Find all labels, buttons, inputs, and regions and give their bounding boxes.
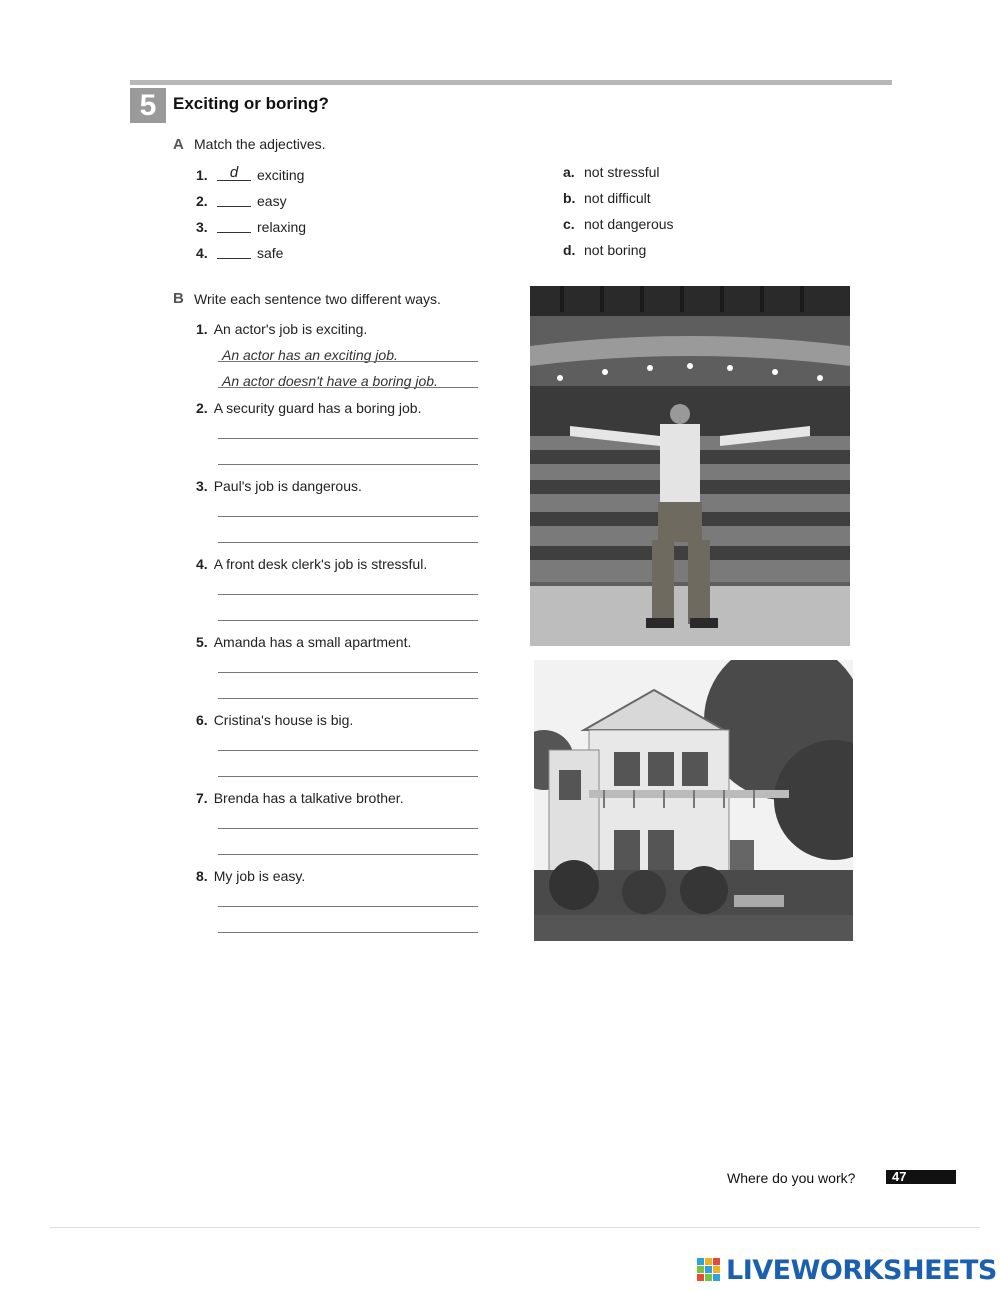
question-1: 1. An actor's job is exciting. [196,321,368,337]
match-number: 1. [196,167,208,183]
question-3: 3. Paul's job is dangerous. [196,478,362,494]
match-word: exciting [257,167,305,183]
option-letter: d. [563,242,576,258]
answer-line[interactable] [218,361,478,362]
answer-line[interactable] [218,828,478,829]
option-text: not difficult [584,190,651,206]
part-b-letter: B [173,290,184,307]
answer-line[interactable] [218,464,478,465]
option-letter: b. [563,190,576,206]
option-letter: c. [563,216,575,232]
answer-line[interactable] [218,438,478,439]
question-5: 5. Amanda has a small apartment. [196,634,412,650]
match-answer-field[interactable] [217,244,251,259]
question-6: 6. Cristina's house is big. [196,712,354,728]
answer-line[interactable] [218,698,478,699]
answer-line[interactable] [218,932,478,933]
liveworksheets-logo-icon [697,1258,721,1282]
match-answer-field[interactable] [217,218,251,233]
answer-line[interactable] [218,906,478,907]
page-number: 47 [886,1170,956,1184]
answer-line[interactable] [218,854,478,855]
answer-line[interactable] [218,542,478,543]
match-answer-field[interactable] [217,192,251,207]
option-text: not dangerous [584,216,674,232]
answer-text[interactable]: An actor has an exciting job. [222,347,398,363]
match-number: 2. [196,193,208,209]
option-letter: a. [563,164,575,180]
option-text: not boring [584,242,647,258]
question-8: 8. My job is easy. [196,868,306,884]
answer-line[interactable] [218,672,478,673]
match-word: relaxing [257,219,307,235]
match-number: 4. [196,245,208,261]
question-4: 4. A front desk clerk's job is stressful. [196,556,428,572]
question-7: 7. Brenda has a talkative brother. [196,790,404,806]
answer-line[interactable] [218,750,478,751]
match-word: easy [257,193,287,209]
answer-line[interactable] [218,776,478,777]
option-text: not stressful [584,164,660,180]
section-top-rule [130,80,892,85]
answer-line[interactable] [218,620,478,621]
liveworksheets-logo-text: LIVEWORKSHEETS [726,1255,997,1286]
answer-line[interactable] [218,387,478,388]
unit-title: Where do you work? [727,1170,856,1186]
section-title: Exciting or boring? [173,94,329,113]
match-word: safe [257,245,284,261]
part-a-letter: A [173,136,184,153]
answer-line[interactable] [218,594,478,595]
answer-text[interactable]: An actor doesn't have a boring job. [222,373,438,389]
house-photo [534,660,853,941]
bottom-rule [50,1227,980,1228]
part-a-instruction: Match the adjectives. [194,136,326,152]
match-answer-field[interactable]: d [217,166,251,181]
answer-line[interactable] [218,516,478,517]
question-2: 2. A security guard has a boring job. [196,400,422,416]
match-number: 3. [196,219,208,235]
section-number: 5 [130,88,166,123]
part-b-instruction: Write each sentence two different ways. [194,291,441,307]
actor-stage-photo [530,286,850,646]
